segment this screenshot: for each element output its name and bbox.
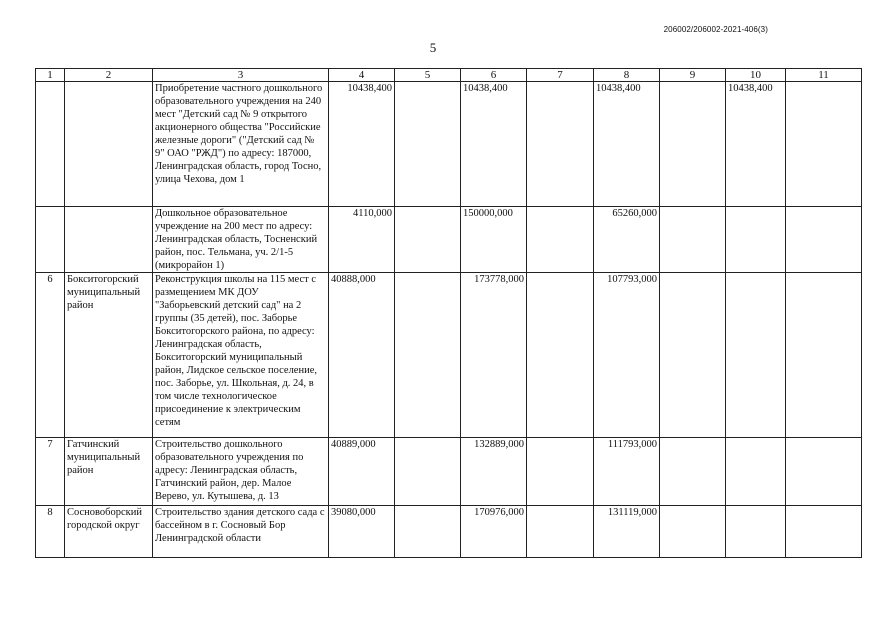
value-cell-col10 bbox=[726, 438, 786, 506]
column-header: 3 bbox=[153, 69, 329, 82]
document-code: 206002/206002-2021-406(3) bbox=[663, 25, 768, 34]
value-cell-col6: 132889,000 bbox=[461, 438, 527, 506]
value-cell-col8: 111793,000 bbox=[594, 438, 660, 506]
value-cell-col10: 10438,400 bbox=[726, 82, 786, 207]
value-cell-col8: 10438,400 bbox=[594, 82, 660, 207]
column-header: 9 bbox=[660, 69, 726, 82]
value-cell-col9 bbox=[660, 207, 726, 273]
description-cell: Строительство здания детского сада с бассейном в г. Сосновый Бор Ленинградской области bbox=[153, 506, 329, 558]
row-number: 7 bbox=[36, 438, 65, 506]
description-cell: Реконструкция школы на 115 мест с размещением МК ДОУ "Заборьевский детский сад" на 2 группы (35 детей), пос. Заборье Бокситогорского района, по адресу: Ленинградская область, Бокситогорский муниципальный район, Лидское сельское поселение, пос. Заборье, ул. Школьная, д. 24, в том числе технологическое присоединение к электрическим сетям bbox=[153, 273, 329, 438]
value-cell-col7 bbox=[527, 207, 594, 273]
value-cell-col7 bbox=[527, 273, 594, 438]
value-cell-col5 bbox=[395, 82, 461, 207]
value-cell-col9 bbox=[660, 273, 726, 438]
description-cell: Дошкольное образовательное учреждение на 200 мест по адресу: Ленинградская область, Тосненский район, пос. Тельмана, уч. 2/1-5 (микрорайон 1) bbox=[153, 207, 329, 273]
region-cell: Сосновоборский городской округ bbox=[65, 506, 153, 558]
region-cell: Гатчинский муниципальный район bbox=[65, 438, 153, 506]
value-cell-col8: 65260,000 bbox=[594, 207, 660, 273]
value-cell-col11 bbox=[786, 438, 862, 506]
description-cell: Строительство дошкольного образовательного учреждения по адресу: Ленинградская область, Гатчинский район, дер. Малое Верево, ул. Кутышева, д. 13 bbox=[153, 438, 329, 506]
value-cell-col6: 10438,400 bbox=[461, 82, 527, 207]
value-cell-col4: 39080,000 bbox=[329, 506, 395, 558]
value-cell-col4: 10438,400 bbox=[329, 82, 395, 207]
value-cell-col5 bbox=[395, 438, 461, 506]
row-number bbox=[36, 207, 65, 273]
value-cell-col7 bbox=[527, 506, 594, 558]
description-cell: Приобретение частного дошкольного образовательного учреждения на 240 мест "Детский сад № 9 открытого акционерного общества "Российские железные дороги" ("Детский сад № 9" ОАО "РЖД") по адресу: 187000, Ленинградская область, город Тосно, улица Чехова, дом 1 bbox=[153, 82, 329, 207]
row-number bbox=[36, 82, 65, 207]
column-header: 10 bbox=[726, 69, 786, 82]
value-cell-col5 bbox=[395, 506, 461, 558]
row-number: 6 bbox=[36, 273, 65, 438]
value-cell-col5 bbox=[395, 273, 461, 438]
value-cell-col6: 150000,000 bbox=[461, 207, 527, 273]
page-number: 5 bbox=[429, 40, 437, 55]
value-cell-col4: 4110,000 bbox=[329, 207, 395, 273]
table-row bbox=[36, 506, 862, 558]
value-cell-col5 bbox=[395, 207, 461, 273]
value-cell-col11 bbox=[786, 506, 862, 558]
column-header: 6 bbox=[461, 69, 527, 82]
column-header: 11 bbox=[786, 69, 862, 82]
column-header: 5 bbox=[395, 69, 461, 82]
value-cell-col4: 40889,000 bbox=[329, 438, 395, 506]
table-row bbox=[36, 82, 862, 207]
value-cell-col10 bbox=[726, 207, 786, 273]
column-header: 7 bbox=[527, 69, 594, 82]
column-header: 2 bbox=[65, 69, 153, 82]
value-cell-col11 bbox=[786, 82, 862, 207]
value-cell-col9 bbox=[660, 506, 726, 558]
table-row bbox=[36, 273, 862, 438]
column-number-row bbox=[36, 69, 862, 82]
value-cell-col10 bbox=[726, 273, 786, 438]
value-cell-col7 bbox=[527, 82, 594, 207]
value-cell-col6: 170976,000 bbox=[461, 506, 527, 558]
value-cell-col4: 40888,000 bbox=[329, 273, 395, 438]
region-cell bbox=[65, 207, 153, 273]
value-cell-col8: 107793,000 bbox=[594, 273, 660, 438]
budget-table bbox=[35, 68, 862, 558]
column-header: 4 bbox=[329, 69, 395, 82]
value-cell-col9 bbox=[660, 82, 726, 207]
value-cell-col11 bbox=[786, 273, 862, 438]
column-header: 8 bbox=[594, 69, 660, 82]
value-cell-col7 bbox=[527, 438, 594, 506]
value-cell-col10 bbox=[726, 506, 786, 558]
value-cell-col8: 131119,000 bbox=[594, 506, 660, 558]
value-cell-col6: 173778,000 bbox=[461, 273, 527, 438]
row-number: 8 bbox=[36, 506, 65, 558]
table-row bbox=[36, 438, 862, 506]
value-cell-col9 bbox=[660, 438, 726, 506]
table-row bbox=[36, 207, 862, 273]
value-cell-col11 bbox=[786, 207, 862, 273]
column-header: 1 bbox=[36, 69, 65, 82]
region-cell: Бокситогорский муниципальный район bbox=[65, 273, 153, 438]
region-cell bbox=[65, 82, 153, 207]
